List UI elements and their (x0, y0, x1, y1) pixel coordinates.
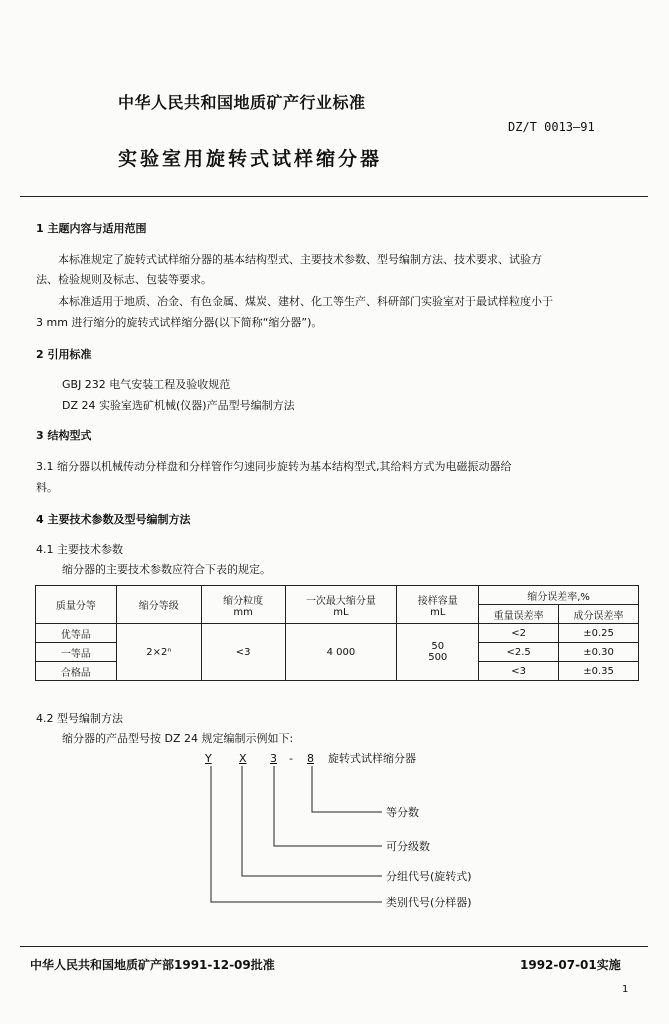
code-digit-8: 8 (307, 752, 314, 765)
section-2-heading: 2 引用标准 (36, 348, 92, 361)
header-grade: 缩分等级 (116, 586, 201, 624)
header-rule (20, 196, 648, 197)
footer-rule (20, 946, 648, 947)
section-4-heading: 4 主要技术参数及型号编制方法 (36, 513, 191, 526)
reference-dz24: DZ 24 实验室选矿机械(仪器)产品型号编制方法 (62, 399, 295, 412)
section-3-paragraph-line: 料。 (36, 481, 58, 494)
header-size-unit: mm (233, 606, 253, 618)
connector-class (211, 766, 382, 902)
header-error-rate: 缩分误差率,% (479, 586, 639, 605)
row-mass-error: <2.5 (479, 643, 559, 662)
row-composition-error: ±0.35 (559, 662, 639, 681)
cell-size: <3 (201, 624, 285, 681)
section-4-2-heading: 4.2 型号编制方法 (36, 712, 123, 725)
header-max-unit: mL (333, 606, 349, 618)
row-mass-error: <2 (479, 624, 559, 643)
row-mass-error: <3 (479, 662, 559, 681)
cell-max-amount: 4 000 (285, 624, 397, 681)
cell-grade: 2×2ⁿ (116, 624, 201, 681)
cell-volume-2: 500 (428, 652, 448, 663)
header-mass-error: 重量误差率 (479, 605, 559, 624)
header-volume-unit: mL (430, 606, 446, 618)
label-group: 分组代号(旋转式) (386, 870, 472, 883)
section-1-paragraph-line: 本标准规定了旋转式试样缩分器的基本结构型式、主要技术参数、型号编制方法、技术要求、试验方 (58, 253, 542, 266)
row-quality: 一等品 (36, 643, 117, 662)
header-composition-error: 成分误差率 (559, 605, 639, 624)
section-1-heading: 1 主题内容与适用范围 (36, 222, 147, 235)
section-1-paragraph-line: 3 mm 进行缩分的旋转式试样缩分器(以下简称“缩分器”)。 (36, 316, 323, 329)
header-max-amount (285, 586, 397, 624)
technical-parameters-table (35, 585, 639, 681)
section-4-2-paragraph: 缩分器的产品型号按 DZ 24 规定编制示例如下: (62, 732, 294, 745)
code-letter-y: Y (205, 752, 212, 765)
reference-gbj232: GBJ 232 电气安装工程及验收规范 (62, 378, 231, 391)
standard-code: DZ/T 0013—91 (508, 120, 595, 134)
approval-line: 中华人民共和国地质矿产部1991-12-09批准 (30, 958, 275, 972)
section-1-paragraph-line: 本标准适用于地质、冶金、有色金属、煤炭、建材、化工等生产、科研部门实验室对于最试样粒度小于 (58, 295, 553, 308)
code-product-name: 旋转式试样缩分器 (328, 752, 416, 765)
section-3-paragraph-line: 3.1 缩分器以机械传动分样盘和分样管作匀速同步旋转为基本结构型式,其给料方式为电磁振动器给 (36, 460, 512, 473)
row-quality: 合格品 (36, 662, 117, 681)
label-levels: 可分级数 (386, 840, 430, 853)
table-row (36, 624, 639, 643)
code-dash: - (289, 752, 293, 765)
label-class: 类别代号(分样器) (386, 896, 472, 909)
connector-levels (274, 766, 382, 846)
header-quality: 质量分等 (36, 586, 117, 624)
code-connector-lines (200, 766, 390, 906)
cell-volume-1: 50 (431, 641, 445, 652)
page-number: 1 (622, 984, 629, 995)
document-title: 实验室用旋转式试样缩分器 (118, 148, 383, 170)
header-max-label: 一次最大缩分量 (305, 595, 376, 607)
standard-org-title: 中华人民共和国地质矿产行业标准 (118, 93, 366, 112)
label-parts: 等分数 (386, 806, 419, 819)
code-letter-x: X (239, 752, 247, 765)
header-size-label: 缩分粒度 (223, 595, 264, 607)
section-4-1-paragraph: 缩分器的主要技术参数应符合下表的规定。 (62, 563, 271, 576)
effective-date: 1992-07-01实施 (520, 958, 621, 972)
connector-parts (312, 766, 382, 812)
section-4-1-heading: 4.1 主要技术参数 (36, 543, 123, 556)
cell-volume (397, 624, 479, 681)
section-3-heading: 3 结构型式 (36, 429, 92, 442)
row-quality: 优等品 (36, 624, 117, 643)
header-volume-label: 接样容量 (417, 595, 458, 607)
header-size (201, 586, 285, 624)
row-composition-error: ±0.30 (559, 643, 639, 662)
row-composition-error: ±0.25 (559, 624, 639, 643)
code-digit-3: 3 (270, 752, 277, 765)
header-volume (397, 586, 479, 624)
section-1-paragraph-line: 法、检验规则及标志、包装等要求。 (36, 273, 212, 286)
